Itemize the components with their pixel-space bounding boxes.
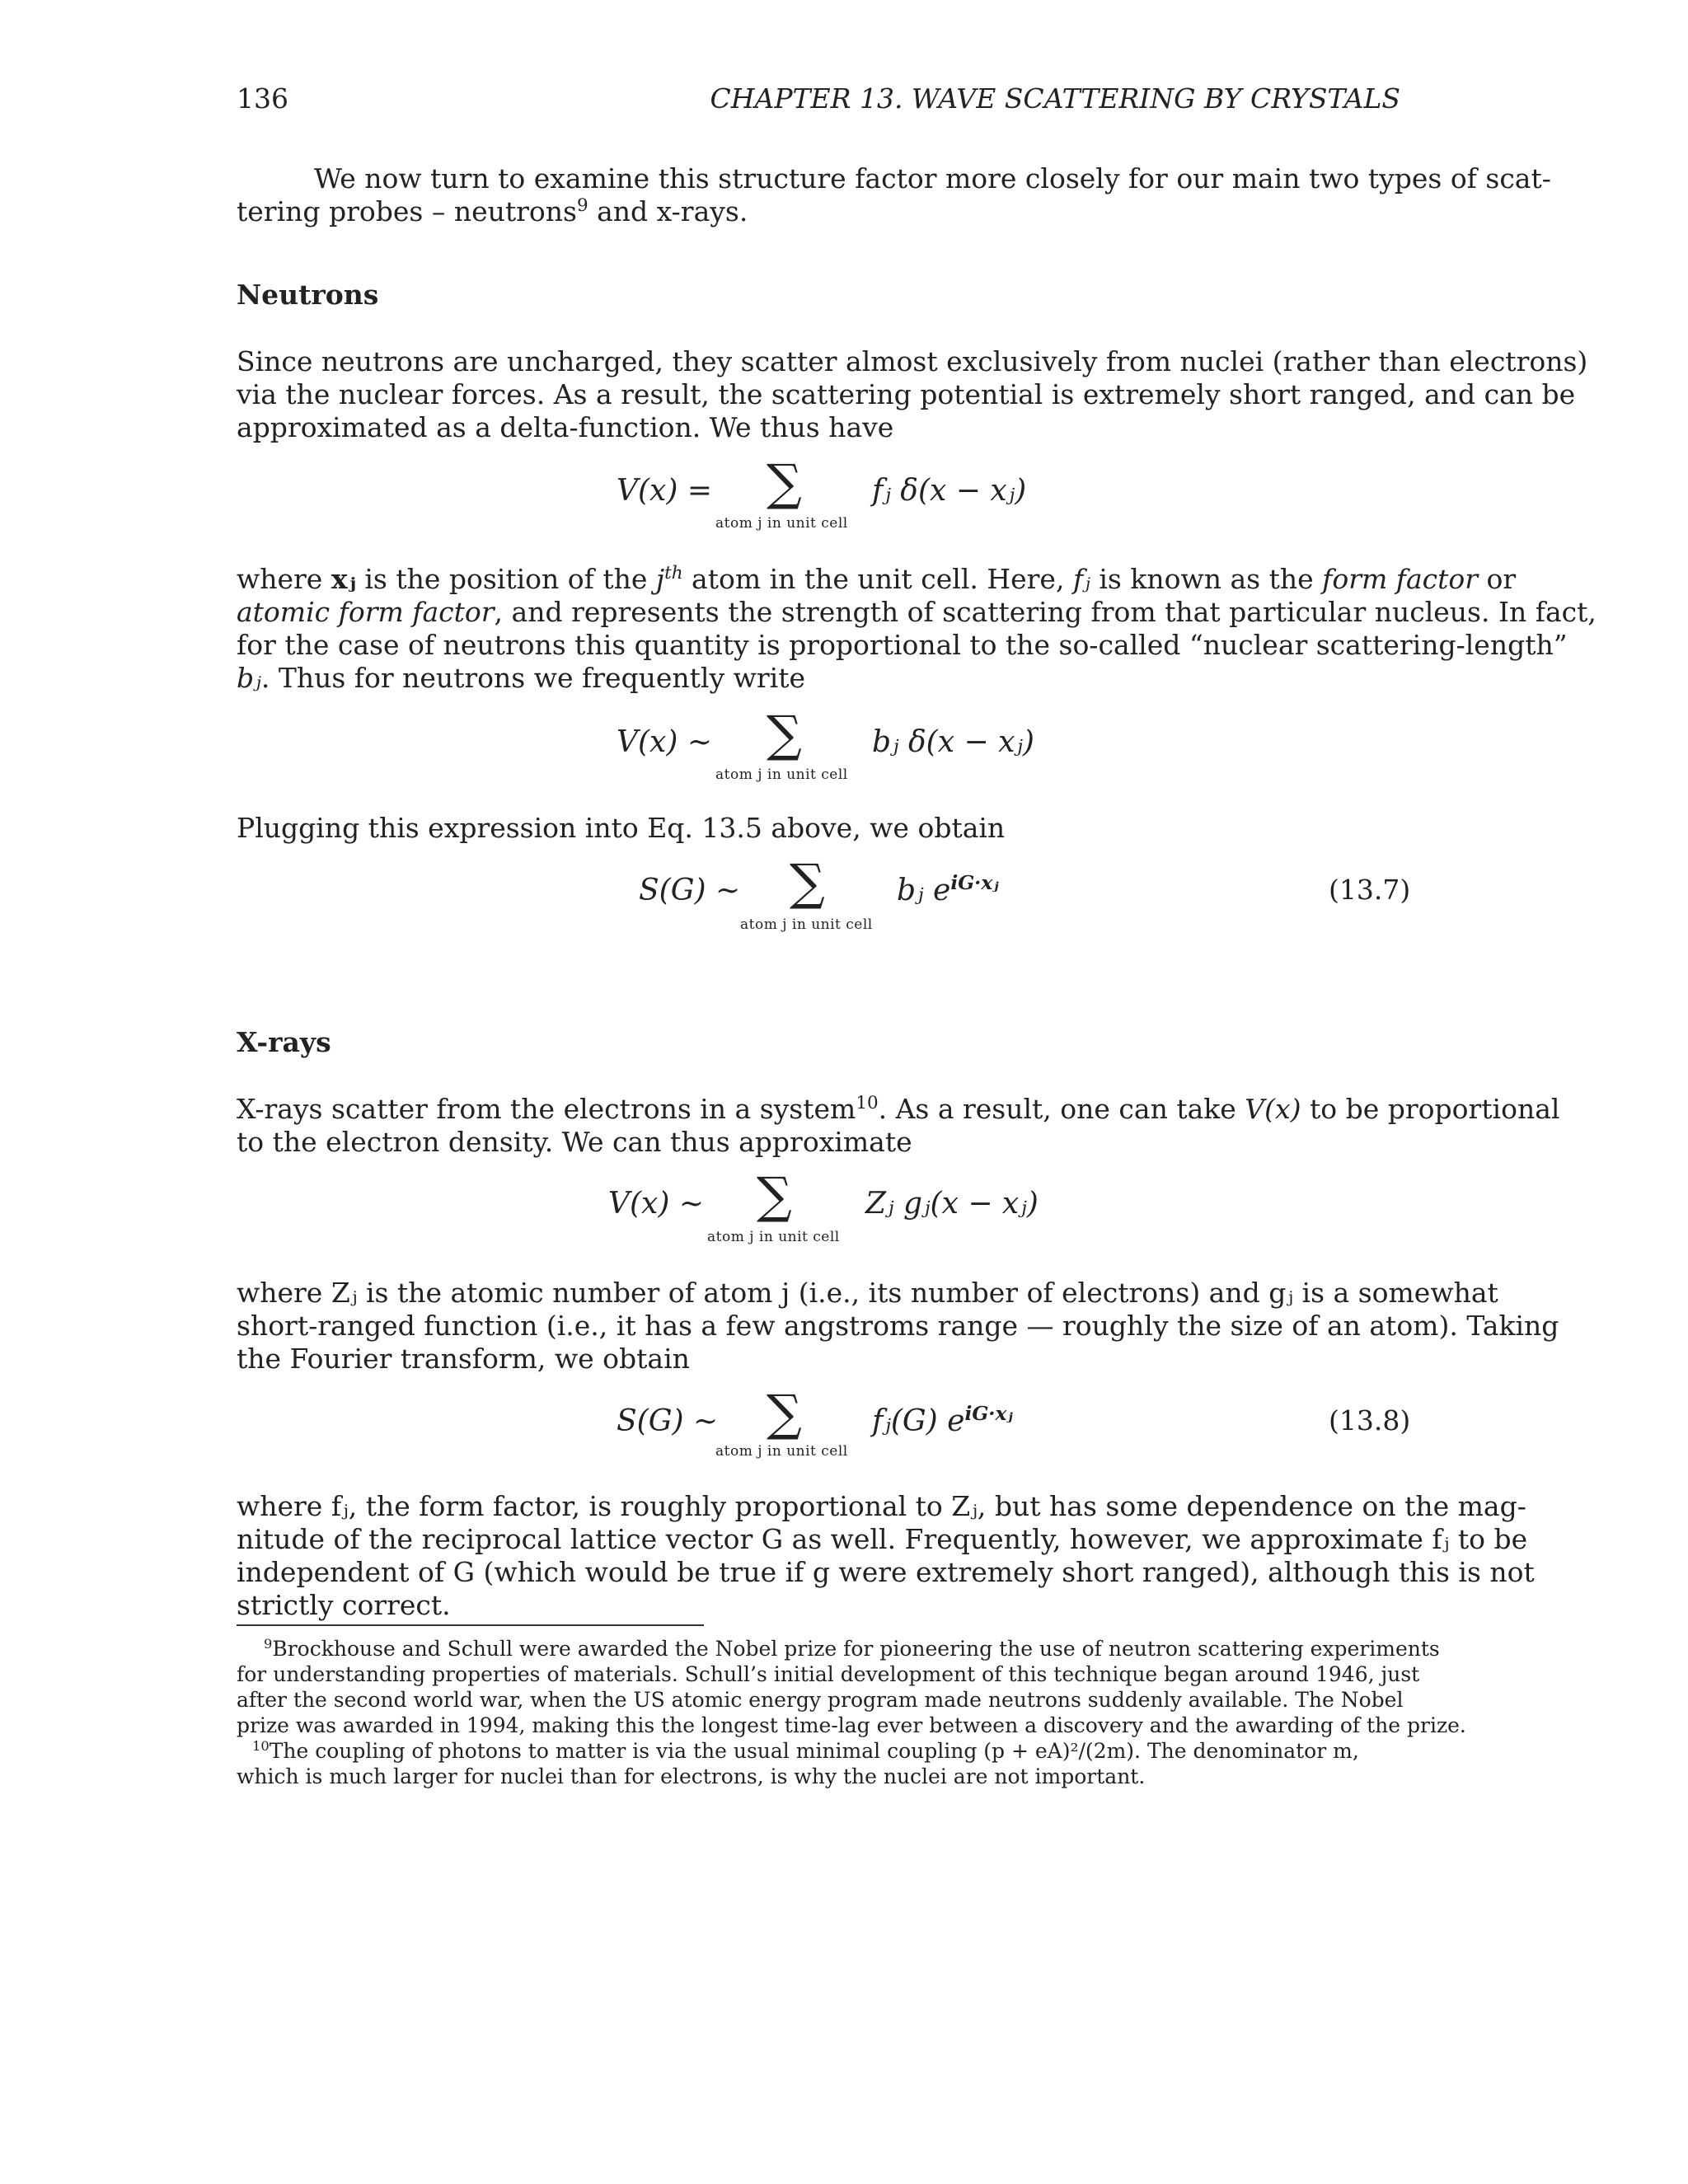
eq2-rhs: bⱼ δ(x − xⱼ) [872, 725, 1034, 759]
footnote-10-line-2: which is much larger for nuclei than for electrons, is why the nuclei are not important. [237, 1765, 1146, 1788]
footnote-rule [237, 1624, 704, 1626]
footnote-10-line-1: $^{10}$The coupling of photons to matter is via the usual minimal coupling (p + eA)²/(2m). The denominator m, [252, 1738, 1359, 1763]
xrays-p3-line-1: where fⱼ, the form factor, is roughly proportional to Zⱼ, but has some dependence on the mag- [237, 1490, 1526, 1522]
neutrons-p2-line-1: where xⱼ is the position of the $j^{th}$ atom in the unit cell. Here, fⱼ is known as the form factor or [237, 563, 1517, 595]
sum-symbol: ∑ [767, 454, 802, 512]
eq1-rhs: fⱼ δ(x − xⱼ) [872, 474, 1027, 508]
eq1-lhs: V(x) = [617, 474, 712, 508]
neutrons-p1-line-1: Since neutrons are uncharged, they scatter almost exclusively from nuclei (rather than electrons) [237, 345, 1588, 377]
eq2-sum-label: atom j in unit cell [715, 766, 848, 783]
eq5-rhs: fⱼ(G) $e^{iG\cdot xⱼ}$ [872, 1402, 1013, 1438]
equation-number: (13.7) [1329, 874, 1411, 906]
neutrons-p2-line-4: bⱼ. Thus for neutrons we frequently write [237, 662, 805, 694]
footnote-ref-10: 10 [856, 1093, 879, 1114]
xrays-p3-line-2: nitude of the reciprocal lattice vector G as well. Frequently, however, we approximate fⱼ to be [237, 1523, 1528, 1555]
xrays-p2-line-3: the Fourier transform, we obtain [237, 1343, 690, 1375]
eq5-sum-label: atom j in unit cell [715, 1443, 848, 1460]
eq1-sum-label: atom j in unit cell [715, 515, 848, 532]
xrays-p3-line-4: strictly correct. [237, 1589, 451, 1621]
equation-number: (13.8) [1329, 1404, 1411, 1436]
section-heading-neutrons: Neutrons [237, 279, 379, 311]
eq4-rhs: Zⱼ gⱼ(x − xⱼ) [865, 1187, 1039, 1221]
page-number: 136 [237, 82, 288, 115]
intro-line-1: We now turn to examine this structure factor more closely for our main two types of scat- [314, 162, 1551, 194]
xrays-p1-line-1: X-rays scatter from the electrons in a system$^{10}$. As a result, one can take V(x) to be proportional [237, 1093, 1560, 1125]
eq4-sum-label: atom j in unit cell [707, 1229, 840, 1245]
sum-symbol: ∑ [790, 854, 825, 912]
eq5-lhs: S(G) ∼ [617, 1404, 719, 1438]
neutrons-p1-line-2: via the nuclear forces. As a result, the scattering potential is extremely short ranged, and can be [237, 378, 1576, 410]
section-heading-xrays: X-rays [237, 1026, 331, 1058]
eq3-lhs: S(G) ∼ [639, 874, 741, 907]
footnote-9-line-3: after the second world war, when the US atomic energy program made neutrons suddenly available. The Nobel [237, 1688, 1404, 1712]
xrays-p3-line-3: independent of G (which would be true if g were extremely short ranged), although this is not [237, 1556, 1535, 1588]
xrays-p1-line-2: to the electron density. We can thus approximate [237, 1126, 912, 1158]
neutrons-p1-line-3: approximated as a delta-function. We thus have [237, 411, 894, 443]
sum-symbol: ∑ [757, 1167, 792, 1225]
neutrons-p3-line-1: Plugging this expression into Eq. 13.5 above, we obtain [237, 812, 1006, 844]
chapter-title: CHAPTER 13. WAVE SCATTERING BY CRYSTALS [710, 82, 1400, 115]
eq2-lhs: V(x) ∼ [617, 725, 712, 759]
eq3-rhs: bⱼ $e^{iG\cdot xⱼ}$ [897, 871, 999, 907]
footnote-ref-9: 9 [576, 195, 588, 217]
sum-symbol: ∑ [767, 1385, 802, 1442]
sum-symbol: ∑ [767, 705, 802, 763]
xrays-p2-line-1: where Zⱼ is the atomic number of atom j (i.e., its number of electrons) and gⱼ is a somewhat [237, 1277, 1498, 1309]
footnote-9-line-4: prize was awarded in 1994, making this the longest time-lag ever between a discovery and the awarding of the prize. [237, 1713, 1466, 1737]
neutrons-p2-line-3: for the case of neutrons this quantity is proportional to the so-called “nuclear scattering-length” [237, 629, 1568, 661]
footnote-9-line-2: for understanding properties of materials. Schull’s initial development of this technique began around 1946, just [237, 1662, 1420, 1686]
eq3-sum-label: atom j in unit cell [740, 916, 873, 933]
intro-line-2: tering probes – neutrons$^9$ and x-rays. [237, 195, 748, 227]
neutrons-p2-line-2: atomic form factor, and represents the strength of scattering from that particular nucleus. In fact, [237, 596, 1597, 628]
eq4-lhs: V(x) ∼ [608, 1187, 704, 1221]
footnote-9-line-1: $^9$Brockhouse and Schull were awarded the Nobel prize for pioneering the use of neutron scattering experiments [264, 1636, 1440, 1661]
xrays-p2-line-2: short-ranged function (i.e., it has a few angstroms range — roughly the size of an atom). Taking [237, 1310, 1559, 1342]
